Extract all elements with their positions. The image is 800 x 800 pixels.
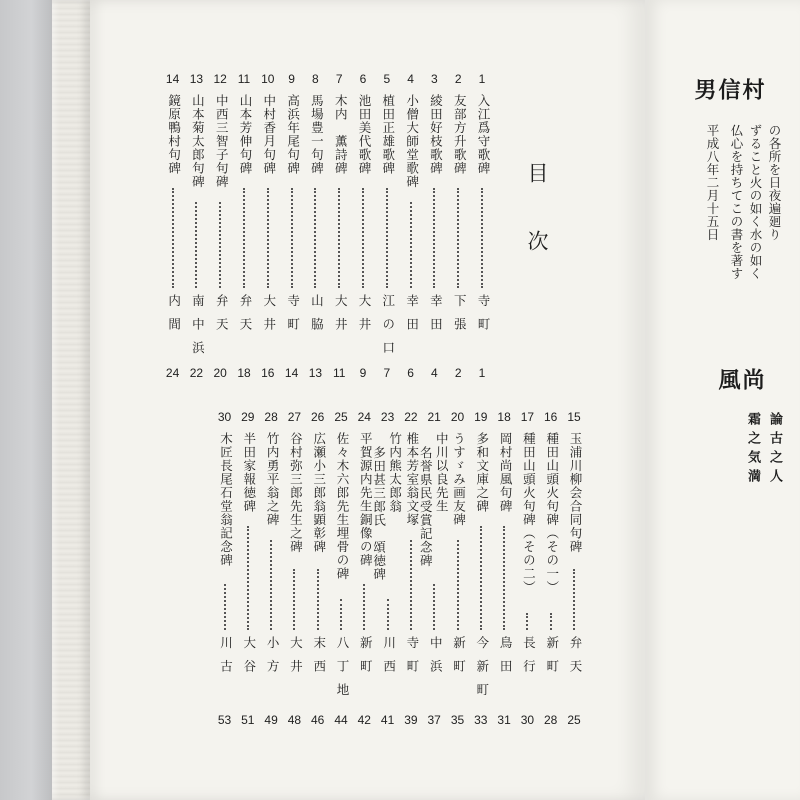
entry-title: 竹内熊太郎翁 (387, 432, 403, 513)
leader-dots (317, 569, 319, 630)
entry-page: 30 (520, 713, 535, 727)
entry-place: 寺町 (476, 294, 491, 341)
entry-place: 江の口 (380, 294, 396, 365)
entry-title: 友部方升歌碑 (452, 94, 468, 175)
entry-title: 種田山頭火句碑（その二） (521, 432, 537, 594)
entry-page: 46 (311, 713, 325, 727)
entry-number: 26 (311, 410, 325, 424)
entry-page: 13 (308, 366, 323, 380)
entry-title: 佐々木六郎先生埋骨の碑 (335, 432, 350, 581)
entry-title: 山本菊太郎句碑 (190, 94, 206, 189)
entry-number: 5 (383, 72, 391, 86)
leader-dots (481, 188, 483, 288)
entry-place: 下張 (452, 294, 468, 341)
author-bottom-char-2: 風 (715, 368, 741, 390)
entry-page: 35 (450, 713, 465, 727)
entry-place: 弁天 (568, 636, 583, 683)
entry-number: 25 (334, 410, 348, 424)
entry-number: 23 (380, 410, 395, 424)
preface-page (645, 0, 800, 800)
leader-dots (457, 188, 459, 288)
toc-heading-second: 次 (525, 230, 549, 251)
leader-dots (243, 188, 245, 288)
entry-number: 21 (427, 410, 441, 424)
leader-dots (387, 599, 389, 630)
entry-place: 内間 (166, 294, 182, 341)
entry-place: 新町 (358, 636, 374, 683)
entry-number: 28 (264, 410, 278, 424)
leader-dots (270, 540, 272, 630)
poem-line-2: 霜之気満 (745, 412, 760, 488)
entry-page: 48 (287, 713, 302, 727)
entry-number: 1 (478, 72, 486, 86)
author-char-3: 男 (691, 78, 717, 100)
leader-dots (457, 540, 459, 630)
entry-number: 8 (312, 72, 319, 86)
entry-page: 11 (332, 366, 346, 380)
preface-line-1: の各所を日夜遍廻り (767, 124, 782, 241)
entry-page: 37 (427, 713, 441, 727)
entry-page: 31 (497, 713, 511, 727)
entry-number: 13 (189, 72, 204, 86)
entry-page: 7 (383, 366, 391, 380)
entry-page: 28 (544, 713, 558, 727)
leader-dots (293, 569, 295, 630)
entry-subtitle: 名誉県民受賞記念碑 (418, 446, 434, 568)
entry-place: 弁天 (238, 294, 253, 341)
entry-title: 玉浦川柳会合同句碑 (568, 432, 583, 554)
leader-dots (573, 569, 575, 630)
entry-number: 20 (450, 410, 465, 424)
entry-page: 22 (189, 366, 204, 380)
entry-place: 大井 (261, 294, 277, 341)
entry-page: 9 (359, 366, 367, 380)
leader-dots (314, 188, 316, 288)
entry-page: 25 (567, 713, 581, 727)
entry-number: 2 (454, 72, 462, 86)
entry-number: 19 (474, 410, 488, 424)
author-char-2: 信 (715, 78, 741, 100)
entry-place: 今新町 (474, 636, 490, 707)
entry-number: 22 (404, 410, 418, 424)
entry-place: 小方 (265, 636, 281, 683)
entry-place: 川西 (381, 636, 397, 683)
entry-title: 半田家報徳碑 (241, 432, 257, 513)
entry-place: 長行 (521, 636, 537, 683)
entry-page: 6 (407, 366, 414, 380)
entry-title: 高浜年尾句碑 (285, 94, 301, 175)
entry-place: 寺町 (285, 294, 301, 341)
entry-number: 17 (520, 410, 535, 424)
entry-title: 山本芳伸句碑 (238, 94, 253, 175)
entry-page: 53 (217, 713, 232, 727)
author-bottom-char-1: 尚 (739, 368, 765, 390)
leader-dots (224, 584, 226, 630)
leader-dots (267, 188, 269, 288)
entry-place: 大井 (288, 636, 304, 683)
preface-date: 平成八年二月十五日 (705, 124, 720, 241)
entry-place: 幸田 (428, 294, 444, 341)
entry-number: 4 (407, 72, 414, 86)
entry-place: 寺町 (404, 636, 420, 683)
entry-number: 29 (241, 410, 255, 424)
entry-place: 大井 (357, 294, 372, 341)
entry-place: 南中浜 (190, 294, 206, 365)
entry-place: 弁天 (214, 294, 230, 341)
entry-number: 9 (288, 72, 295, 86)
entry-place: 新町 (451, 636, 467, 683)
entry-place: 幸田 (404, 294, 420, 341)
author-char-1: 村 (739, 78, 765, 100)
entry-page: 1 (478, 366, 486, 380)
entry-title: 植田正雄歌碑 (380, 94, 396, 175)
entry-number: 7 (335, 72, 343, 86)
entry-place: 八丁地 (335, 636, 350, 707)
entry-place: 中浜 (428, 636, 444, 683)
entry-place: 大谷 (241, 636, 257, 683)
entry-title: 中村香月句碑 (261, 94, 277, 175)
entry-page: 39 (404, 713, 418, 727)
entry-page: 14 (284, 366, 299, 380)
entry-page: 18 (237, 366, 251, 380)
entry-title: 平賀源内先生銅像の碑 (358, 432, 374, 567)
entry-page: 24 (165, 366, 180, 380)
entry-title: 広瀬小三郎翁顕彰碑 (311, 432, 327, 554)
entry-number: 14 (165, 72, 180, 86)
entry-place: 鳥田 (498, 636, 514, 683)
entry-title: 中川以良先生 (434, 432, 450, 513)
entry-subtitle: 多田甚三郎氏 頌徳碑 (371, 446, 387, 581)
leader-dots (410, 540, 412, 630)
entry-page: 49 (264, 713, 278, 727)
entry-title: 岡村尚風句碑 (498, 432, 514, 513)
entry-number: 24 (357, 410, 371, 424)
entry-title: 中西三智子句碑 (214, 94, 230, 189)
entry-title: 竹内勇平翁之碑 (265, 432, 281, 527)
leader-dots (386, 188, 388, 288)
entry-page: 44 (334, 713, 348, 727)
entry-title: 入江爲守歌碑 (476, 94, 491, 175)
entry-number: 12 (213, 72, 227, 86)
entry-number: 18 (497, 410, 511, 424)
leader-dots (363, 584, 365, 630)
entry-number: 10 (261, 72, 275, 86)
leader-dots (291, 188, 293, 288)
leader-dots (480, 526, 482, 630)
leader-dots (433, 188, 435, 288)
leader-dots (247, 526, 249, 630)
entry-number: 11 (237, 72, 251, 86)
leader-dots (410, 202, 412, 288)
leader-dots (433, 584, 435, 630)
book-spine (52, 0, 90, 800)
entry-page: 42 (357, 713, 371, 727)
entry-title: 谷村弥三郎先生之碑 (288, 432, 304, 554)
entry-page: 2 (454, 366, 462, 380)
entry-title: 木匠長尾石堂翁記念碑 (218, 432, 234, 567)
entry-title: 椎本芳室翁文塚 (404, 432, 420, 527)
entry-page: 51 (241, 713, 255, 727)
entry-page: 41 (380, 713, 395, 727)
entry-title: 池田美代歌碑 (357, 94, 372, 175)
leader-dots (195, 202, 197, 288)
entry-number: 3 (431, 72, 438, 86)
entry-title: 綾田好枝歌碑 (428, 94, 444, 175)
entry-place: 大井 (333, 294, 349, 341)
entry-page: 33 (474, 713, 488, 727)
entry-place: 新町 (544, 636, 560, 683)
entry-title: うすゞみ画友碑 (451, 432, 467, 527)
entry-number: 27 (287, 410, 302, 424)
leader-dots (550, 613, 552, 630)
entry-title: 鏡原鴨村句碑 (166, 94, 182, 175)
background-edge (0, 0, 52, 800)
toc-page (90, 0, 645, 800)
leader-dots (340, 599, 342, 630)
entry-place: 末西 (311, 636, 327, 683)
entry-title: 小僧大師堂歌碑 (404, 94, 420, 189)
leader-dots (219, 202, 221, 288)
poem-line-1: 論古之人 (767, 412, 782, 488)
preface-line-3: 仏心を持ちてこの書を著す (729, 124, 744, 280)
entry-title: 馬場豊一句碑 (309, 94, 325, 175)
entry-number: 15 (567, 410, 581, 424)
entry-page: 20 (213, 366, 227, 380)
entry-title: 種田山頭火句碑（その一） (544, 432, 560, 594)
preface-line-2: ずること火の如く水の如く (748, 124, 763, 280)
entry-number: 6 (359, 72, 367, 86)
entry-title: 木内 薫詩碑 (333, 94, 349, 175)
entry-number: 30 (217, 410, 232, 424)
leader-dots (362, 188, 364, 288)
toc-heading-first: 目 (525, 162, 549, 183)
entry-number: 16 (544, 410, 558, 424)
leader-dots (338, 188, 340, 288)
entry-place: 川古 (218, 636, 234, 683)
entry-title: 多和文庫之碑 (474, 432, 490, 513)
entry-page: 16 (261, 366, 275, 380)
entry-place: 山脇 (309, 294, 325, 341)
leader-dots (172, 188, 174, 288)
leader-dots (526, 613, 528, 630)
entry-page: 4 (431, 366, 438, 380)
leader-dots (503, 526, 505, 630)
